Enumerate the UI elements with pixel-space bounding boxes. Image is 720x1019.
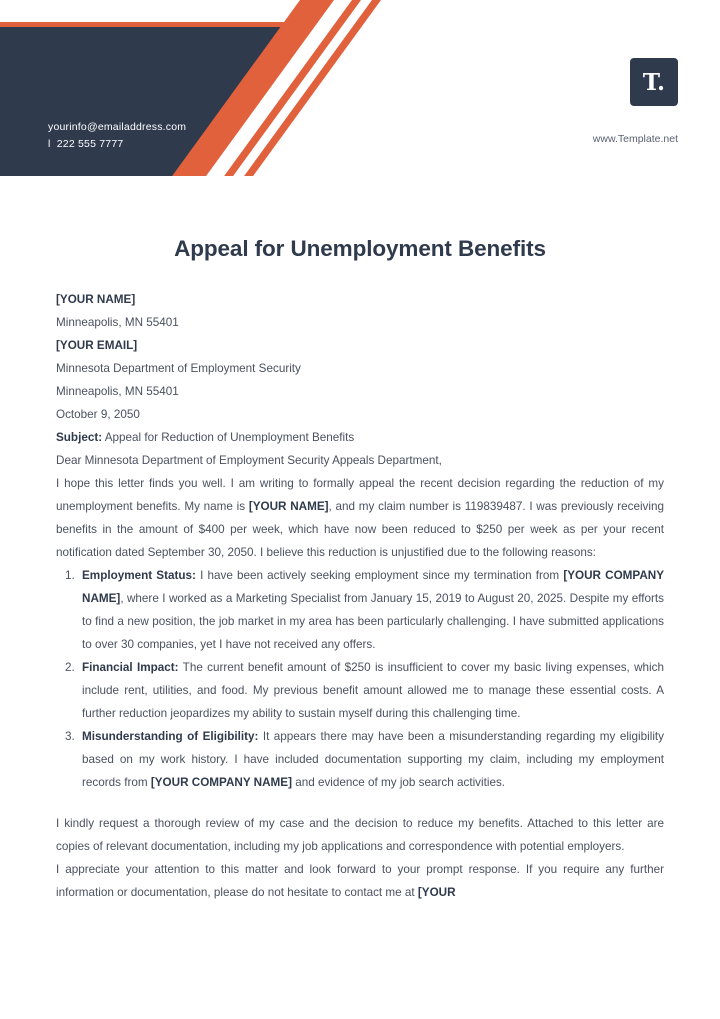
header-phone: l 222 555 7777 [48, 138, 124, 150]
header-contact-block [48, 119, 186, 153]
recipient-department: Minnesota Department of Employment Security [56, 362, 301, 375]
list-item [78, 656, 664, 725]
reason-text-2: , where I worked as a Marketing Specialist from January 15, 2019 to August 20, 2025. Despite my efforts to find a new position, the job market in my area has been particularly challenging. I have submitted applications to over 30 companies, yet I have not received any offers. [82, 592, 664, 651]
intro-paragraph [56, 472, 664, 564]
salutation: Dear Minnesota Department of Employment Security Appeals Department, [56, 454, 442, 467]
reasons-list [56, 564, 664, 794]
reason-text-1: The current benefit amount of $250 is insufficient to cover my basic living expenses, which include rent, utilities, and food. My previous benefit amount allowed me to manage these essential costs. A further reduction jeopardizes my ability to sustain myself during this challenging time. [82, 661, 664, 720]
page-title: Appeal for Unemployment Benefits [174, 236, 546, 261]
reason-text-2: and evidence of my job search activities. [291, 776, 506, 789]
recipient-address: Minneapolis, MN 55401 [56, 385, 179, 398]
logo-letter: T. [642, 68, 666, 96]
list-item [78, 564, 664, 656]
intro-name-placeholder: [YOUR NAME] [248, 500, 329, 513]
subject-label: Subject: [56, 431, 103, 444]
sender-email: [YOUR EMAIL] [56, 339, 138, 352]
subject-line [56, 426, 664, 449]
sender-address: Minneapolis, MN 55401 [56, 316, 179, 329]
reason-text-1: I have been actively seeking employment since my termination from [195, 569, 564, 582]
list-item [78, 725, 664, 794]
document-body [0, 176, 720, 904]
closing-text-2: I appreciate your attention to this matter and look forward to your prompt response. If you require any further information or documentation, please do not hesitate to contact me at [56, 863, 664, 899]
intro-text-1: I hope this letter finds you well. I am writing to formally appeal the recent decision regarding the reduction of my unemployment benefits. My name is [56, 477, 664, 513]
website-url: www.Template.net [592, 133, 678, 145]
reason-bold-1: [YOUR COMPANY NAME] [150, 776, 292, 789]
closing-paragraph-1: I kindly request a thorough review of my case and the decision to reduce my benefits. Attached to this letter are copies of relevant documentation, including my job applications and correspondence with potential employers. [56, 817, 664, 853]
reason-label: Misunderstanding of Eligibility: [82, 730, 259, 743]
header-email: yourinfo@emailaddress.com [48, 121, 187, 133]
reason-text-1: It appears there may have been a misunderstanding regarding my eligibility based on my work history. I have included documentation supporting my claim, including my employment records from [82, 730, 665, 789]
reason-bold-1: [YOUR COMPANY NAME] [82, 569, 665, 605]
brand-logo [630, 58, 678, 106]
letter-date: October 9, 2050 [56, 408, 140, 421]
reason-label: Employment Status: [82, 569, 196, 582]
page-header [0, 0, 720, 176]
intro-text-2: , and my claim number is 119839487. I was previously receiving benefits in the amount of $400 per week, which have now been reduced to $250 per week as per your recent notification dated September 30, 2050. I believe this reduction is unjustified due to the following reasons: [56, 500, 664, 559]
subject-text: Appeal for Reduction of Unemployment Benefits [102, 431, 355, 444]
sender-name: [YOUR NAME] [56, 293, 136, 306]
closing-bold-2: [YOUR [417, 886, 456, 899]
reason-label: Financial Impact: [82, 661, 179, 674]
closing-paragraph-2 [56, 858, 664, 904]
